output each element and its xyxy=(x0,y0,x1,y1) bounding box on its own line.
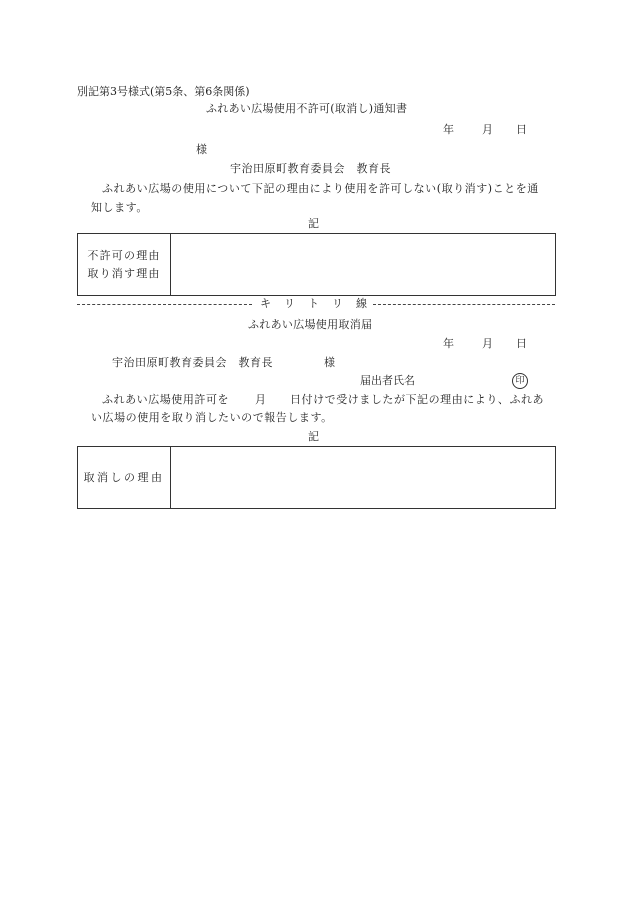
notice-reason-label-cell xyxy=(78,234,171,295)
cancel-reason-value[interactable] xyxy=(171,447,555,508)
cancel-addressee: 宇治田原町教育委員会 教育長 xyxy=(112,356,273,369)
cut-line-dash-right xyxy=(373,304,555,305)
notice-body-line2: 知します。 xyxy=(91,201,148,214)
cancel-reason-label: 取消しの理由 xyxy=(83,470,165,484)
notice-addressee-suffix: 様 xyxy=(196,143,207,156)
cancel-reason-box xyxy=(77,446,556,509)
cut-line-dash-left xyxy=(77,304,252,305)
submitter-label: 届出者氏名 xyxy=(360,374,415,387)
cancel-body-line1-b: 日付けで受けましたが下記の理由により、ふれあ xyxy=(290,393,545,406)
notice-body-line1: ふれあい広場の使用について下記の理由により使用を許可しない(取り消す)ことを通 xyxy=(102,182,539,195)
notice-title: ふれあい広場使用不許可(取消し)通知書 xyxy=(206,102,408,115)
notice-reason-value[interactable] xyxy=(171,234,555,295)
notice-ki: 記 xyxy=(308,217,319,230)
notice-date-month: 月 xyxy=(482,123,493,136)
notice-reason-box xyxy=(77,233,556,296)
cancel-ki: 記 xyxy=(308,430,319,443)
cancel-body-line1-month: 月 xyxy=(255,393,266,406)
cancel-date-year: 年 xyxy=(443,337,454,350)
cancel-title: ふれあい広場使用取消届 xyxy=(248,318,373,331)
reason-label-cancel: 取り消す理由 xyxy=(87,266,161,280)
form-label: 別記第3号様式(第5条、第6条関係) xyxy=(77,85,250,98)
notice-date-year: 年 xyxy=(443,123,454,136)
reason-label-refusal: 不許可の理由 xyxy=(87,248,161,262)
cancel-addressee-suffix: 様 xyxy=(324,356,335,369)
cut-line xyxy=(77,297,555,311)
cancel-date-month: 月 xyxy=(482,337,493,350)
cancel-body-line1-a: ふれあい広場使用許可を xyxy=(102,393,230,406)
cancel-date-day: 日 xyxy=(516,337,527,350)
cancel-body-line2: い広場の使用を取り消したいので報告します。 xyxy=(91,411,333,424)
notice-date-day: 日 xyxy=(516,123,527,136)
seal-mark: 印 xyxy=(512,373,528,389)
cancel-reason-label-cell xyxy=(78,447,171,508)
notice-issuer: 宇治田原町教育委員会 教育長 xyxy=(230,162,391,175)
cut-line-label: キ リ ト リ 線 xyxy=(260,297,368,310)
